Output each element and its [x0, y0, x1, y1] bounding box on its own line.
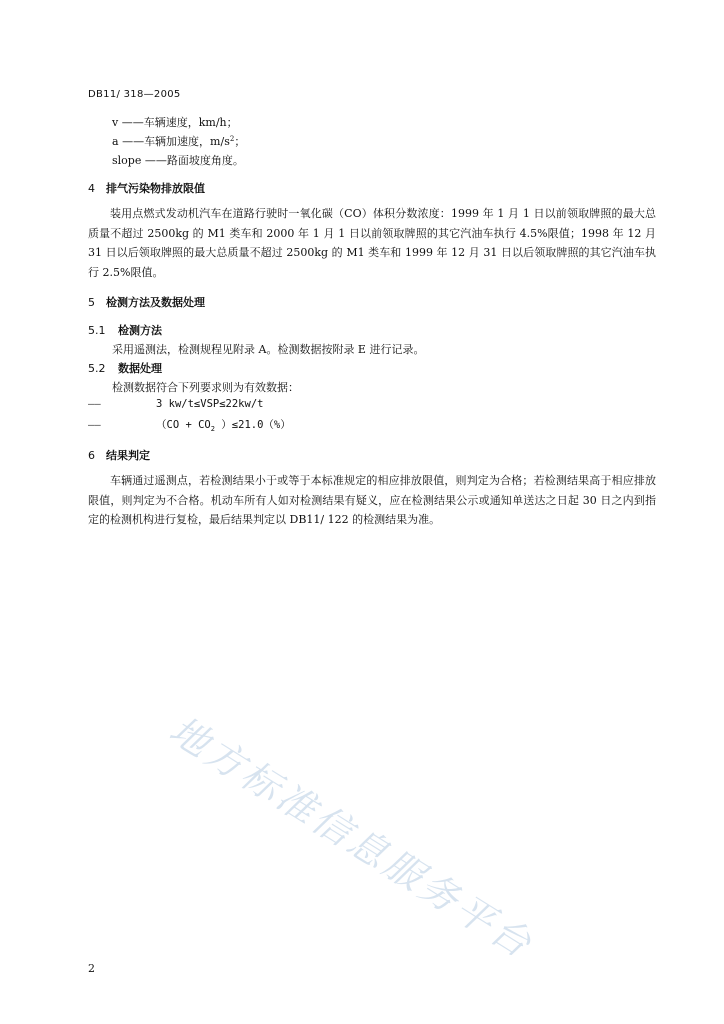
section-6-heading [88, 447, 150, 463]
definition-symbol: slope [112, 154, 142, 167]
watermark: 地方标准信息服务平台 [161, 707, 542, 968]
subsection-5-1-heading [88, 322, 162, 338]
section-title: 排气污染物排放限值 [106, 182, 205, 195]
section-5-heading [88, 294, 205, 310]
subsection-title: 数据处理 [118, 362, 162, 375]
page-number: 2 [88, 962, 95, 975]
definition-text: ——车辆速度，km/h； [121, 116, 238, 129]
section-title: 检测方法及数据处理 [106, 296, 205, 309]
document-header: DB11/ 318—2005 [88, 89, 181, 100]
section-title: 结果判定 [106, 449, 150, 462]
definition-tail: ； [234, 135, 246, 148]
section-4-paragraph: 装用点燃式发动机汽车在道路行驶时一氧化碳（CO）体积分数浓度：1999 年 1 月 1 日以前领取牌照的最大总质量不超过 2500kg 的 M1 类车和 2000 年 1 月 1 日以前领取牌照的其它汽油车执行 4.5%限值；1998 年 12 月 31 日以后领取牌照的最大总质量不超过 2500kg 的 M1 类车和 1999 年 12 月 31 日以后领取牌照的其它汽油车执行 2.5%限值。 [88, 207, 656, 279]
list-dash: —— [88, 398, 101, 410]
section-4-heading [88, 180, 205, 196]
definition-a [112, 133, 245, 149]
section-number: 6 [88, 449, 95, 462]
condition-vsp [88, 398, 263, 410]
definition-text: ——路面坡度角度。 [144, 154, 244, 167]
subsection-number: 5.1 [88, 324, 106, 337]
subscript: 2 [210, 425, 215, 434]
section-number: 5 [88, 296, 95, 309]
condition-co [88, 417, 291, 433]
subsection-5-1-text: 采用遥测法，检测规程见附录 A。检测数据按附录 E 进行记录。 [112, 343, 425, 356]
subsection-5-2-heading [88, 360, 162, 376]
definition-slope [112, 152, 244, 168]
subsection-title: 检测方法 [118, 324, 162, 337]
subsection-number: 5.2 [88, 362, 106, 375]
condition-text-tail: ）≤21.0（%） [214, 419, 291, 431]
section-number: 4 [88, 182, 95, 195]
definition-symbol: a [112, 135, 119, 148]
definition-symbol: v [112, 116, 119, 129]
definition-v [112, 114, 238, 130]
section-6-paragraph: 车辆通过遥测点，若检测结果小于或等于本标准规定的相应排放限值，则判定为合格；若检测结果高于相应排放限值，则判定为不合格。机动车所有人如对检测结果有疑义，应在检测结果公示或通知单送达之日起 30 日之内到指定的检测机构进行复检，最后结果判定以 DB11/ 122 的检测结果为准。 [88, 474, 656, 527]
superscript: 2 [229, 135, 235, 143]
subsection-5-2-text: 检测数据符合下列要求则为有效数据： [112, 381, 299, 394]
definition-text: ——车辆加速度，m/s [122, 135, 230, 148]
condition-text: （CO + CO [156, 419, 211, 431]
condition-text: 3 kw/t≤VSP≤22kw/t [156, 398, 264, 410]
list-dash: —— [88, 419, 101, 431]
